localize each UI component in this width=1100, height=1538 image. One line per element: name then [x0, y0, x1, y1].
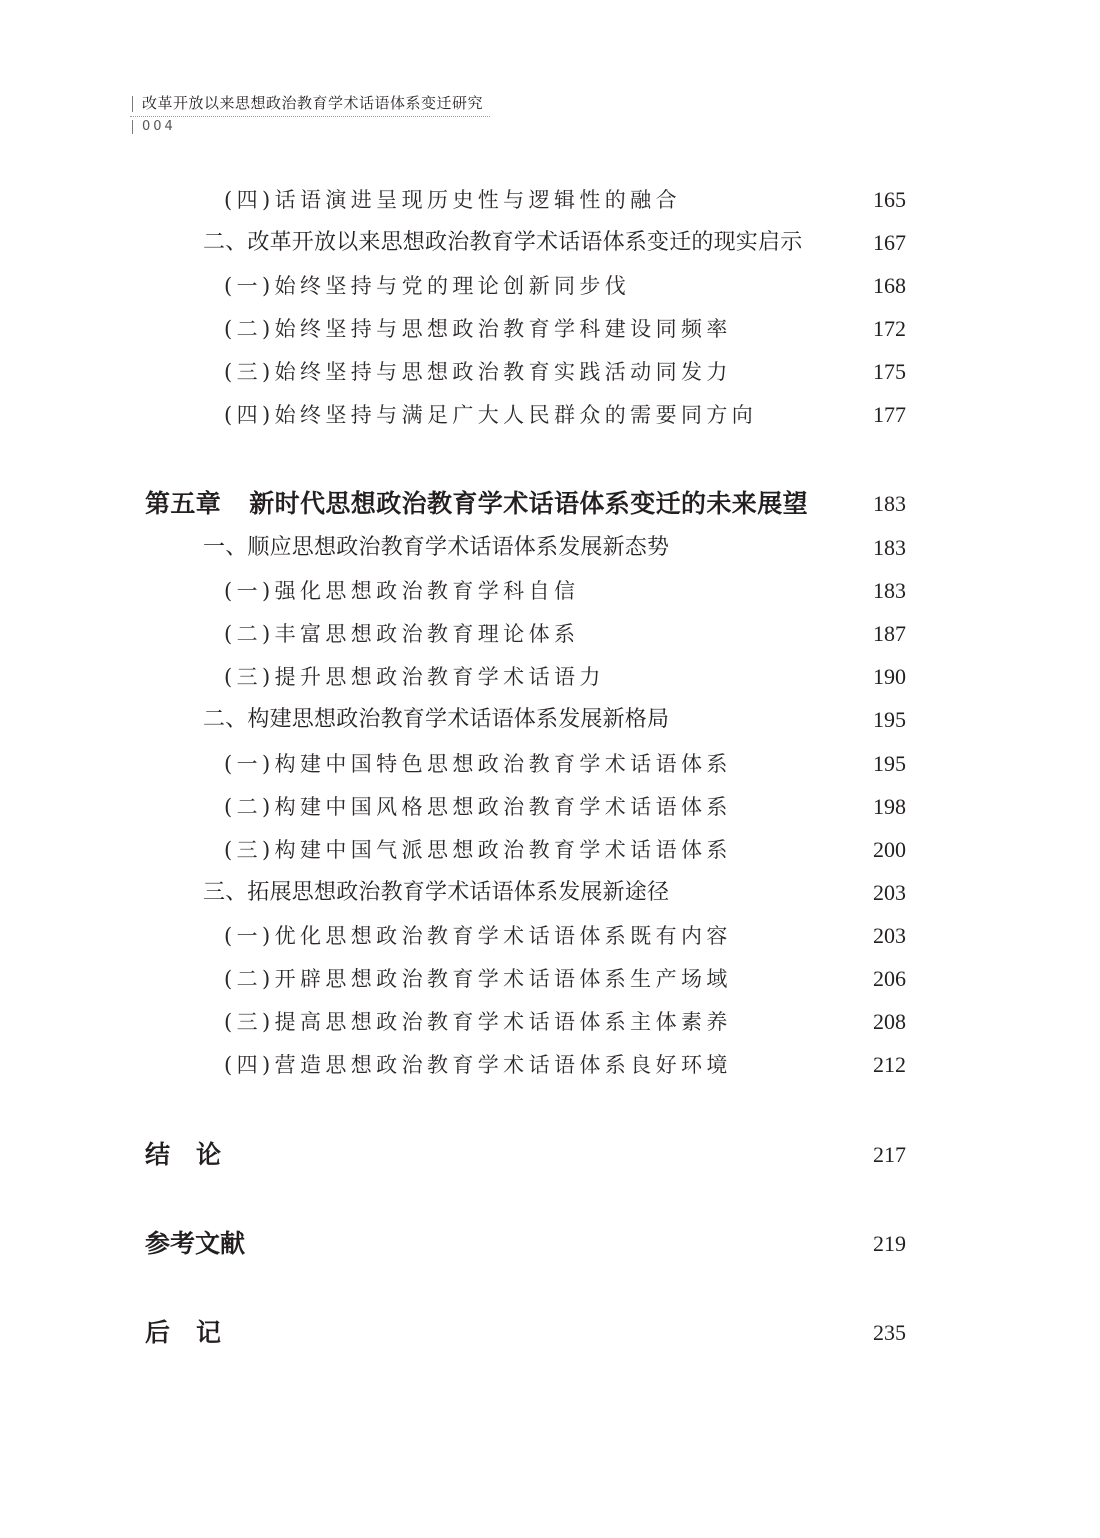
toc-entry-5-1-1[interactable] [0, 571, 1100, 611]
toc-chapter-heading [145, 484, 808, 524]
toc-entry-page: 212 [873, 1052, 906, 1077]
toc-entry-title: 结论 [145, 1140, 248, 1169]
chapter-number: 第五章 [145, 489, 222, 518]
toc-entry-5-1-3[interactable] [0, 657, 1100, 697]
toc-entry-title: (三)提高思想政治教育学术话语体系主体素养 [224, 1010, 732, 1034]
toc-entry-5-1-2[interactable] [0, 614, 1100, 654]
toc-entry-title: (二)构建中国风格思想政治教育学术话语体系 [224, 795, 732, 819]
toc-entry-4-1-4[interactable] [0, 180, 1100, 220]
toc-entry-page: 187 [873, 621, 906, 646]
toc-entry-5-3[interactable] [0, 873, 1100, 913]
toc-references[interactable] [0, 1224, 1100, 1264]
toc-entry-page: 195 [873, 751, 906, 776]
toc-entry-page: 198 [873, 794, 906, 819]
toc-entry-page: 206 [873, 966, 906, 991]
toc-entry-5-3-3[interactable] [0, 1002, 1100, 1042]
toc-entry-5-2-3[interactable] [0, 830, 1100, 870]
toc-entry-page: 217 [873, 1142, 906, 1167]
toc-entry-page: 183 [873, 535, 906, 560]
toc-entry-4-2-1[interactable] [0, 266, 1100, 306]
toc-entry-title: 二、改革开放以来思想政治教育学术话语体系变迁的现实启示 [203, 230, 803, 255]
toc-entry-page: 219 [873, 1231, 906, 1256]
toc-entry-title: (二)始终坚持与思想政治教育学科建设同频率 [224, 317, 732, 341]
toc-entry-4-2-3[interactable] [0, 352, 1100, 392]
toc-entry-title: (三)始终坚持与思想政治教育实践活动同发力 [224, 360, 732, 384]
toc-conclusion[interactable] [0, 1135, 1100, 1175]
toc-entry-5-2[interactable] [0, 700, 1100, 740]
toc-entry-title: (三)构建中国气派思想政治教育学术话语体系 [224, 838, 732, 862]
toc-entry-page: 168 [873, 273, 906, 298]
toc-entry-page: 165 [873, 187, 906, 212]
book-title: 改革开放以来思想政治教育学术话语体系变迁研究 [130, 92, 490, 117]
toc-entry-title: 后记 [145, 1318, 248, 1347]
toc-entry-title: (一)始终坚持与党的理论创新同步伐 [224, 274, 631, 298]
toc-entry-title: (四)营造思想政治教育学术话语体系良好环境 [224, 1053, 732, 1077]
toc-entry-title: (三)提升思想政治教育学术话语力 [224, 665, 605, 689]
toc-entry-title: 一、顺应思想政治教育学术话语体系发展新态势 [203, 535, 670, 560]
toc-entry-page: 235 [873, 1320, 906, 1345]
running-header [130, 92, 490, 134]
toc-entry-5-3-4[interactable] [0, 1045, 1100, 1085]
toc-entry-title: (一)优化思想政治教育学术话语体系既有内容 [224, 924, 732, 948]
toc-entry-5-2-1[interactable] [0, 744, 1100, 784]
toc-entry-page: 183 [873, 578, 906, 603]
toc-entry-page: 195 [873, 707, 906, 732]
toc-entry-4-2-2[interactable] [0, 309, 1100, 349]
toc-entry-title: (四)话语演进呈现历史性与逻辑性的融合 [224, 188, 681, 212]
toc-entry-title: (一)强化思想政治教育学科自信 [224, 579, 580, 603]
toc-entry-page: 208 [873, 1009, 906, 1034]
toc-entry-5-3-1[interactable] [0, 916, 1100, 956]
toc-entry-5-2-2[interactable] [0, 787, 1100, 827]
page-number: 004 [130, 119, 490, 134]
toc-entry-5-1[interactable] [0, 528, 1100, 568]
toc-entry-5-3-2[interactable] [0, 959, 1100, 999]
toc-entry-title: (四)始终坚持与满足广大人民群众的需要同方向 [224, 403, 758, 427]
toc-afterword[interactable] [0, 1313, 1100, 1353]
toc-entry-page: 177 [873, 402, 906, 427]
chapter-title: 新时代思想政治教育学术话语体系变迁的未来展望 [249, 489, 809, 518]
toc-entry-page: 203 [873, 880, 906, 905]
toc-chapter-5[interactable] [0, 484, 1100, 524]
toc-entry-page: 200 [873, 837, 906, 862]
toc-entry-title: 二、构建思想政治教育学术话语体系发展新格局 [203, 707, 670, 732]
toc-entry-page: 167 [873, 230, 906, 255]
toc-entry-page: 203 [873, 923, 906, 948]
toc-entry-title: 三、拓展思想政治教育学术话语体系发展新途径 [203, 880, 670, 905]
toc-entry-4-2-4[interactable] [0, 395, 1100, 435]
toc-entry-title: (二)开辟思想政治教育学术话语体系生产场域 [224, 967, 732, 991]
toc-entry-title: (一)构建中国特色思想政治教育学术话语体系 [224, 752, 732, 776]
toc-entry-page: 190 [873, 664, 906, 689]
toc-entry-title: (二)丰富思想政治教育理论体系 [224, 622, 580, 646]
toc-entry-page: 172 [873, 316, 906, 341]
toc-entry-page: 175 [873, 359, 906, 384]
toc-entry-4-2[interactable] [0, 223, 1100, 263]
toc-entry-title: 参考文献 [145, 1229, 246, 1258]
toc-entry-page: 183 [873, 491, 906, 516]
